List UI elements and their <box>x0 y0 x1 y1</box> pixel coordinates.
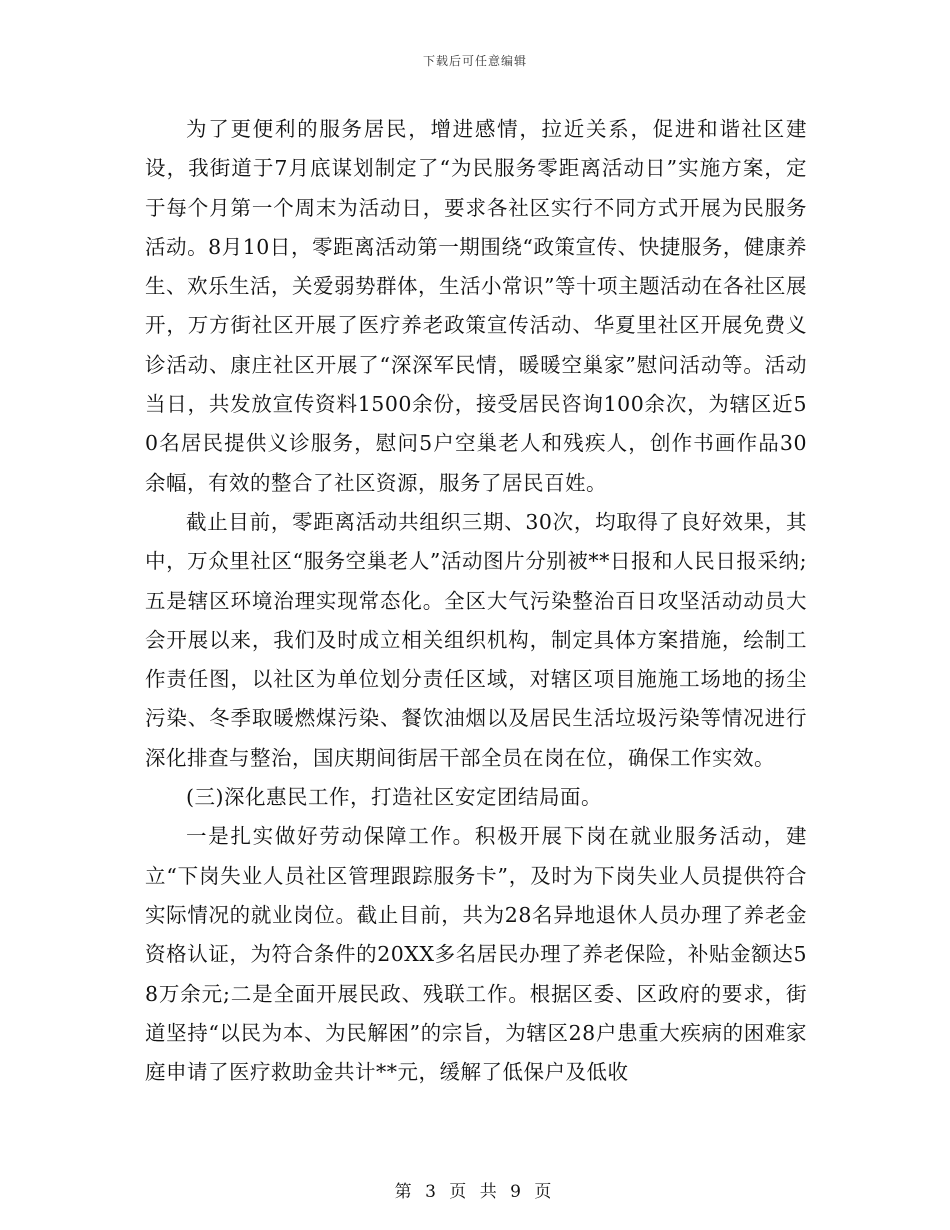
document-body <box>145 110 807 1092</box>
paragraph-1: 为了更便利的服务居民，增进感情，拉近关系，促进和谐社区建设，我街道于7月底谋划制定了“为民服务零距离活动日”实施方案，定于每个月第一个周末为活动日，要求各社区实行不同方式开展为民服务活动。8月10日，零距离活动第一期围绕“政策宣传、快捷服务，健康养生、欢乐生活，关爱弱势群体，生活小常识”等十项主题活动在各社区展开，万方街社区开展了医疗养老政策宣传活动、华夏里社区开展免费义诊活动、康庄社区开展了“深深军民情，暖暖空巢家”慰问活动等。活动当日，共发放宣传资料1500余份，接受居民咨询100余次，为辖区近50名居民提供义诊服务，慰问5户空巢老人和残疾人，创作书画作品30余幅，有效的整合了社区资源，服务了居民百姓。 <box>145 117 807 495</box>
page-header: 下载后可任意编辑 <box>422 54 527 68</box>
paragraph-2: 截止目前，零距离活动共组织三期、30次，均取得了良好效果，其中，万众里社区“服务空巢老人”活动图片分别被**日报和人民日报采纳;五是辖区环境治理实现常态化。全区大气污染整治百日攻坚活动动员大会开展以来，我们及时成立相关组织机构，制定具体方案措施，绘制工作责任图，以社区为单位划分责任区域，对辖区项目施施工场地的扬尘污染、冬季取暖燃煤污染、餐饮油烟以及居民生活垃圾污染等情况进行深化排查与整治，国庆期间街居干部全员在岗在位，确保工作实效。 <box>145 509 807 770</box>
page-number-footer: 第 3 页 共 9 页 <box>394 1182 556 1202</box>
section-heading: (三)深化惠民工作，打造社区安定团结局面。 <box>186 785 602 810</box>
paragraph-3: 一是扎实做好劳动保障工作。积极开展下岗在就业服务活动，建立“下岗失业人员社区管理跟踪服务卡”，及时为下岗失业人员提供符合实际情况的就业岗位。截止目前，共为28名异地退休人员办理了养老金资格认证，为符合条件的20XX多名居民办理了养老保险，补贴金额达58万余元;二是全面开展民政、残联工作。根据区委、区政府的要求，街道坚持“以民为本、为民解困”的宗旨，为辖区28户患重大疾病的困难家庭申请了医疗救助金共计**元，缓解了低保户及低收 <box>145 824 807 1085</box>
